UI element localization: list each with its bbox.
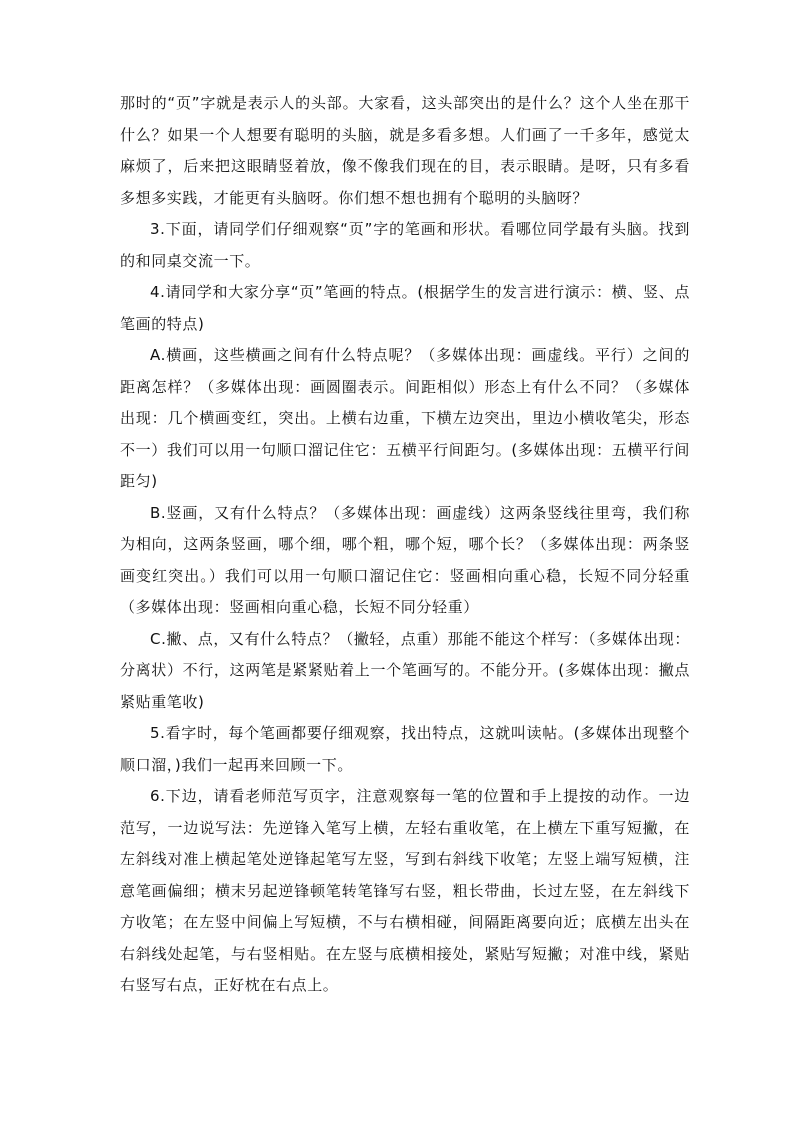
- paragraph-step-5: 5.看字时，每个笔画都要仔细观察，找出特点，这就叫读帖。(多媒体出现整个顺口溜，)我们一起再来回顾一下。: [120, 724, 690, 774]
- paragraph-sweep-dot-strokes: C.撇、点，又有什么特点？（撇轻，点重）那能不能这个样写：（多媒体出现：分离状）不行，这两笔是紧紧贴着上一个笔画写的。不能分开。(多媒体出现：撇点紧贴重笔收): [120, 629, 690, 711]
- paragraph-page-origin: 那时的“页”字就是表示人的头部。大家看，这头部突出的是什么？这个人坐在那干什么？如果一个人想要有聪明的头脑，就是多看多想。人们画了一千多年，感觉太麻烦了，后来把这眼睛竖着放，像不像我们现在的目，表示眼睛。是呀，只有多看多想多实践，才能更有头脑呀。你们想不想也拥有个聪明的头脑呀？: [120, 94, 690, 207]
- document-body: [120, 88, 690, 1002]
- paragraph-step-6: 6.下边，请看老师范写页字，注意观察每一笔的位置和手上提按的动作。一边范写，一边说写法：先逆锋入笔写上横，左轻右重收笔，在上横左下重写短撇，在左斜线对准上横起笔处逆锋起笔写左竖，写到右斜线下收笔；左竖上端写短横，注意笔画偏细；横末另起逆锋顿笔转笔锋写右竖，粗长带曲，长过左竖，在左斜线下方收笔；在左竖中间偏上写短横，不与右横相碰，间隔距离要向近；底横左出头在右斜线处起笔，与右竖相贴。在左竖与底横相接处，紧贴写短撇；对准中线，紧贴右竖写右点，正好枕在右点上。: [120, 787, 690, 994]
- paragraph-vertical-strokes: B.竖画，又有什么特点？（多媒体出现：画虚线）这两条竖线往里弯，我们称为相向，这两条竖画，哪个细，哪个粗，哪个短，哪个长？（多媒体出现：两条竖画变红突出。）我们可以用一句顺口溜记住它：竖画相向重心稳，长短不同分轻重（多媒体出现：竖画相向重心稳，长短不同分轻重）: [120, 503, 690, 616]
- paragraph-step-4: 4.请同学和大家分享“页”笔画的特点。(根据学生的发言进行演示：横、竖、点笔画的特点): [120, 283, 690, 333]
- paragraph-horizontal-strokes: A.横画，这些横画之间有什么特点呢？（多媒体出现：画虚线。平行）之间的距离怎样？（多媒体出现：画圆圈表示。间距相似）形态上有什么不同？（多媒体出现：几个横画变红，突出。上横右边重，下横左边突出，里边小横收笔尖，形态不一）我们可以用一句顺口溜记住它：五横平行间距匀。(多媒体出现：五横平行间距匀): [120, 346, 690, 490]
- paragraph-step-3: 3.下面，请同学们仔细观察“页”字的笔画和形状。看哪位同学最有头脑。找到的和同桌交流一下。: [120, 220, 690, 270]
